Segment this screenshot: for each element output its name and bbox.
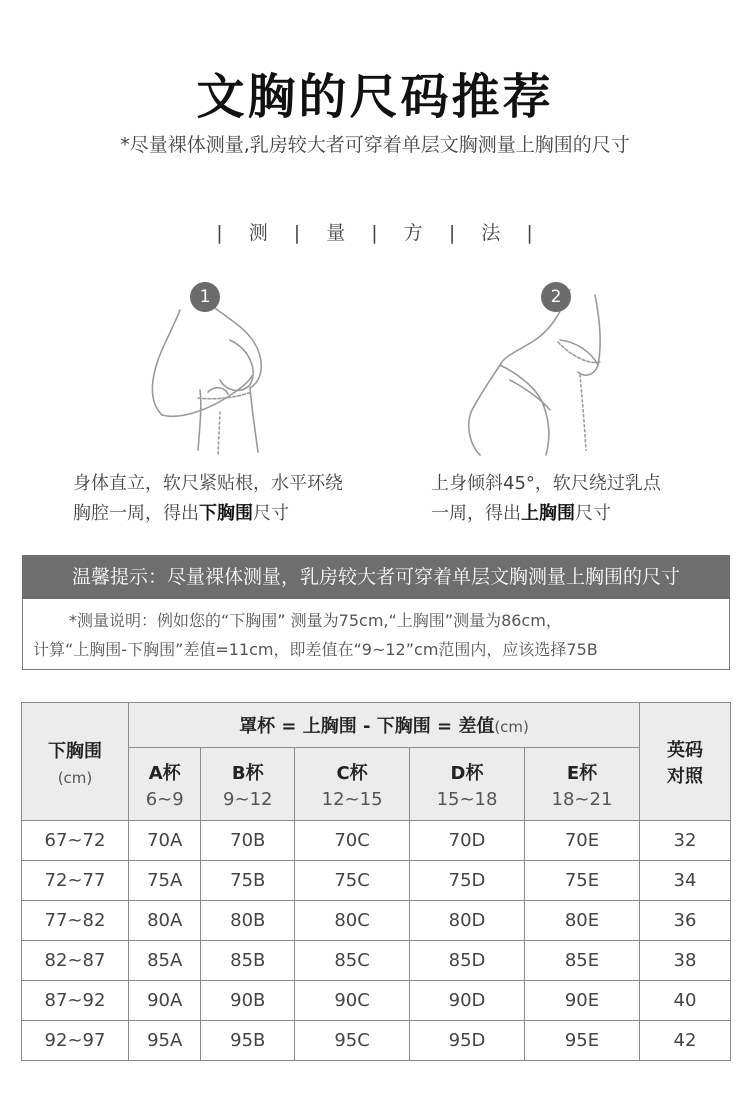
table-row <box>22 861 731 901</box>
size-cell: 80B <box>201 901 295 941</box>
cup-range: 18~21 <box>551 788 613 810</box>
cup-name: A杯 <box>148 762 181 784</box>
method-char: 法 <box>481 222 502 244</box>
cup-range: 15~18 <box>436 788 498 810</box>
size-cell: 80A <box>129 901 201 941</box>
cup-range: 12~15 <box>321 788 383 810</box>
step-1-line-2-prefix: 胸腔一周，得出 <box>73 503 199 524</box>
uk-label-line-2: 对照 <box>667 765 703 787</box>
separator: | <box>216 222 224 244</box>
table-row <box>22 941 731 981</box>
step-2-line-2-prefix: 一周，得出 <box>431 503 521 524</box>
page-title: 文胸的尺码推荐 <box>196 69 554 125</box>
uk-size-cell: 34 <box>640 861 731 901</box>
size-cell: 95A <box>129 1021 201 1061</box>
size-cell: 70E <box>524 821 639 861</box>
size-cell: 80D <box>410 901 525 941</box>
separator: | <box>526 222 534 244</box>
cup-header-b <box>201 748 295 821</box>
under-bust-unit: (cm) <box>57 768 93 787</box>
size-cell: 90A <box>129 981 201 1021</box>
uk-size-cell: 40 <box>640 981 731 1021</box>
page-subtitle: *尽量裸体测量,乳房较大者可穿着单层文胸测量上胸围的尺寸 <box>120 134 630 156</box>
size-cell: 80E <box>524 901 639 941</box>
size-chart-table <box>21 702 731 1061</box>
size-cell: 75A <box>129 861 201 901</box>
under-bust-range: 87~92 <box>22 981 129 1021</box>
step-2-line-2-bold: 上胸围 <box>521 503 575 524</box>
size-cell: 70D <box>410 821 525 861</box>
cup-header-e <box>524 748 639 821</box>
cup-header-d <box>410 748 525 821</box>
table-row <box>22 901 731 941</box>
cup-name: B杯 <box>231 762 264 784</box>
size-cell: 85C <box>295 941 410 981</box>
size-cell: 85B <box>201 941 295 981</box>
method-char: 测 <box>248 222 269 244</box>
uk-label-line-1: 英码 <box>667 739 703 761</box>
size-cell: 75C <box>295 861 410 901</box>
size-cell: 85D <box>410 941 525 981</box>
step-2-line-2-suffix: 尺寸 <box>575 503 611 524</box>
step-1-description <box>73 469 343 529</box>
under-bust-range: 92~97 <box>22 1021 129 1061</box>
uk-size-header <box>640 703 731 821</box>
size-cell: 70B <box>201 821 295 861</box>
uk-size-cell: 32 <box>640 821 731 861</box>
tip-line-2: 计算“上胸围-下胸围”差值=11cm，即差值在“9~12”cm范围内，应该选择75B <box>33 640 598 659</box>
tip-body <box>22 599 730 670</box>
separator: | <box>448 222 457 244</box>
tip-header: 温馨提示：尽量裸体测量，乳房较大者可穿着单层文胸测量上胸围的尺寸 <box>22 555 730 599</box>
under-bust-range: 77~82 <box>22 901 129 941</box>
uk-size-cell: 42 <box>640 1021 731 1061</box>
size-cell: 85A <box>129 941 201 981</box>
size-cell: 70C <box>295 821 410 861</box>
size-cell: 90B <box>201 981 295 1021</box>
uk-size-cell: 36 <box>640 901 731 941</box>
cup-formula-header <box>129 703 640 748</box>
step-1-badge: 1 <box>190 282 220 312</box>
method-char: 量 <box>326 222 347 244</box>
size-cell: 95D <box>410 1021 525 1061</box>
size-cell: 85E <box>524 941 639 981</box>
step-1-line-2-suffix: 尺寸 <box>253 503 289 524</box>
under-bust-header <box>22 703 129 821</box>
under-bust-range: 67~72 <box>22 821 129 861</box>
cup-name: C杯 <box>336 762 368 784</box>
size-cell: 75B <box>201 861 295 901</box>
under-bust-label: 下胸围 <box>48 740 102 762</box>
size-cell: 75E <box>524 861 639 901</box>
size-cell: 90E <box>524 981 639 1021</box>
cup-header-c <box>295 748 410 821</box>
step-1-line-2-bold: 下胸围 <box>199 503 253 524</box>
cup-formula-label: 罩杯 = 上胸围 - 下胸围 = 差值 <box>239 716 495 737</box>
step-2-line-1: 上身倾斜45°，软尺绕过乳点 <box>431 473 661 494</box>
step-2-line-2 <box>431 499 661 529</box>
table-row <box>22 1021 731 1061</box>
size-cell: 90D <box>410 981 525 1021</box>
cup-formula-unit: (cm) <box>494 718 529 736</box>
step-1-line-1: 身体直立，软尺紧贴根，水平环绕 <box>73 473 343 494</box>
separator: | <box>371 222 379 244</box>
size-cell: 75D <box>410 861 525 901</box>
step-2-illustration <box>450 280 630 460</box>
size-cell: 95C <box>295 1021 410 1061</box>
under-bust-range: 72~77 <box>22 861 129 901</box>
tip-line-1: *测量说明：例如您的“下胸围” 测量为75cm,“上胸围”测量为86cm， <box>69 611 562 630</box>
size-cell: 80C <box>295 901 410 941</box>
size-cell: 95B <box>201 1021 295 1061</box>
uk-size-cell: 38 <box>640 941 731 981</box>
size-cell: 95E <box>524 1021 639 1061</box>
cup-header-a <box>129 748 201 821</box>
cup-range: 6~9 <box>145 788 184 810</box>
cup-name: D杯 <box>450 762 484 784</box>
separator: | <box>293 222 302 244</box>
table-row <box>22 981 731 1021</box>
method-char: 方 <box>403 222 424 244</box>
step-1-illustration <box>140 280 320 460</box>
step-2-badge: 2 <box>541 282 571 312</box>
table-row <box>22 821 731 861</box>
cup-name: E杯 <box>566 762 598 784</box>
size-cell: 70A <box>129 821 201 861</box>
measure-method-heading <box>0 218 750 245</box>
size-cell: 90C <box>295 981 410 1021</box>
cup-range: 9~12 <box>223 788 273 810</box>
under-bust-range: 82~87 <box>22 941 129 981</box>
step-2-description <box>431 469 661 529</box>
step-1-line-2 <box>73 499 343 529</box>
